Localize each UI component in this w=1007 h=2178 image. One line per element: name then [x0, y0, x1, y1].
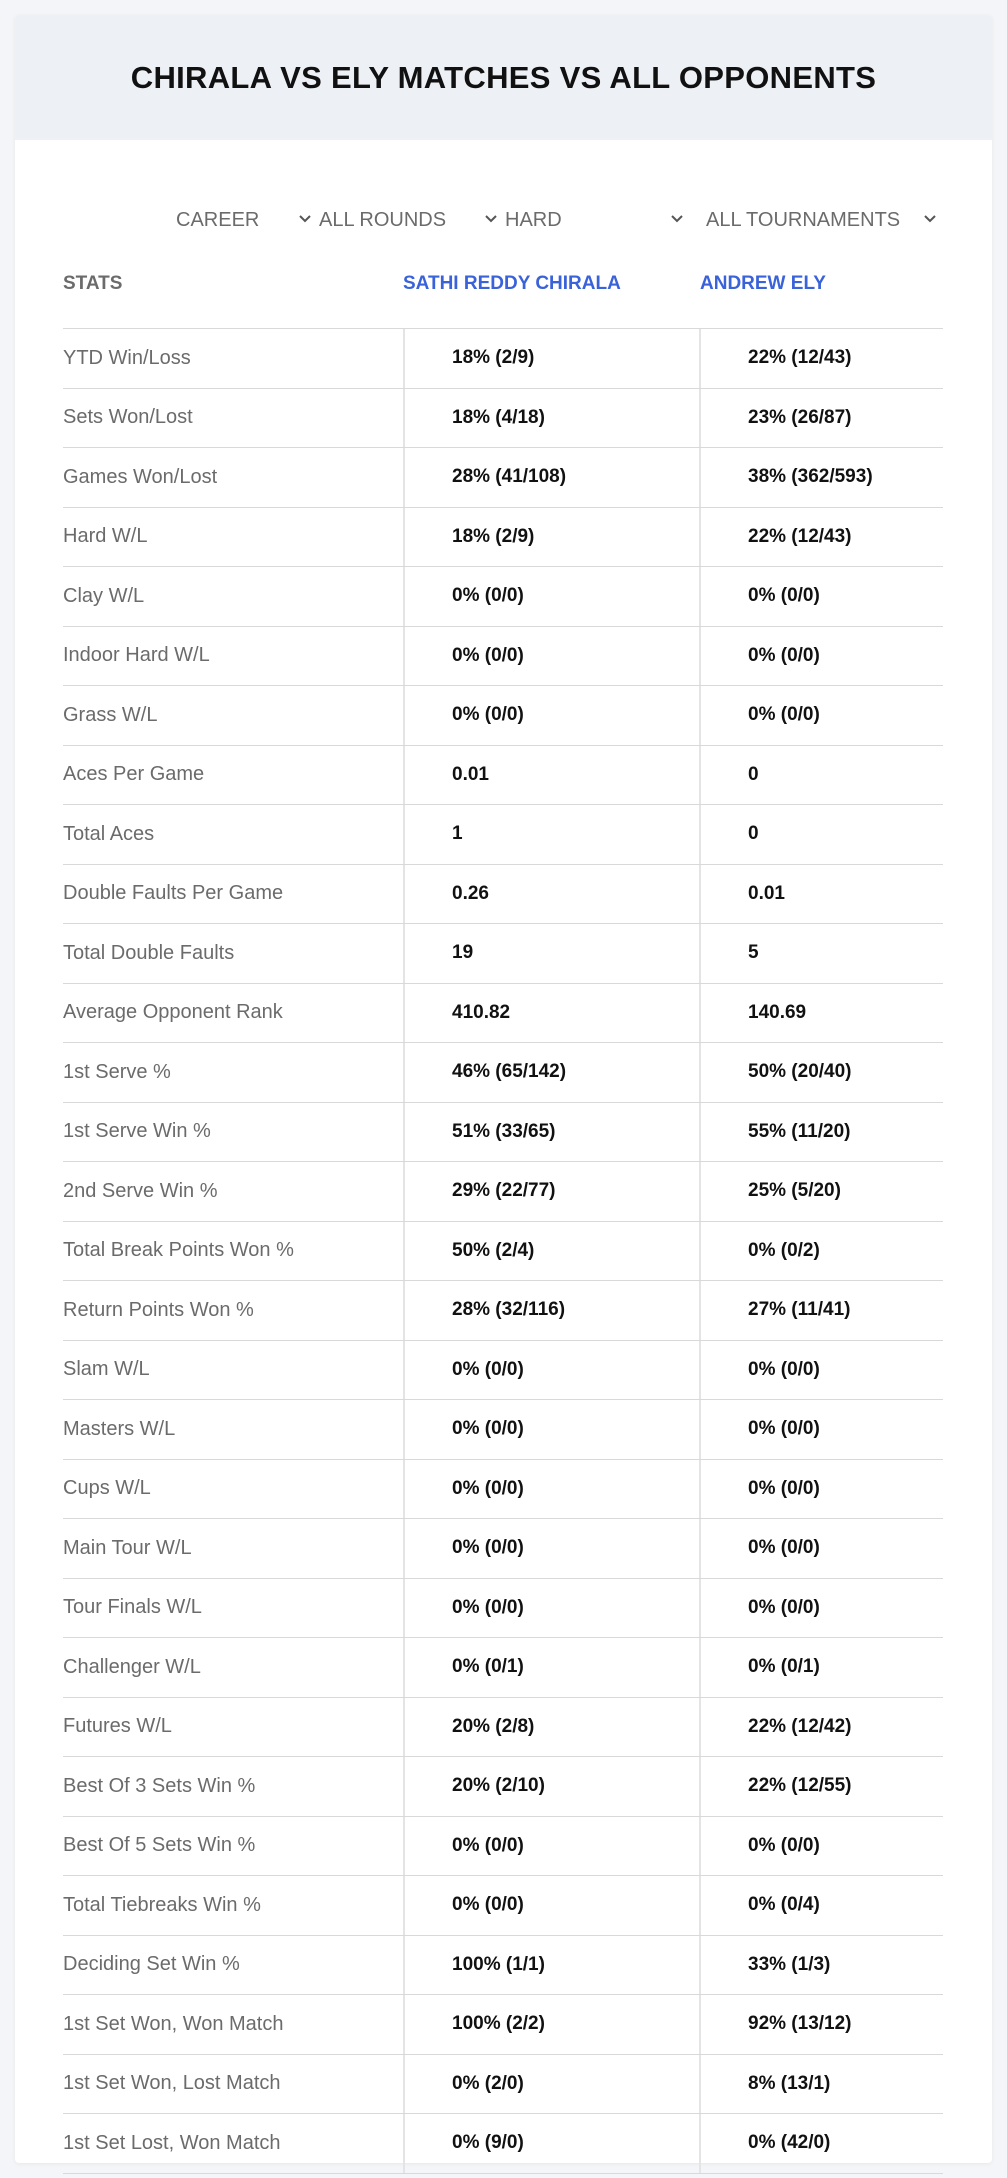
stat-label: 2nd Serve Win % [63, 1179, 218, 1202]
filter-surface-dropdown[interactable] [505, 190, 685, 250]
chevron-down-icon [922, 209, 938, 232]
table-row [63, 567, 943, 627]
stats-table [63, 250, 943, 2174]
table-row [63, 1341, 943, 1401]
stat-label: Grass W/L [63, 703, 158, 726]
player2-value: 0.01 [699, 865, 943, 924]
chevron-down-icon [483, 209, 499, 232]
player2-value: 5 [699, 924, 943, 983]
player2-value: 0% (0/0) [699, 1519, 943, 1578]
table-body [63, 329, 943, 2174]
player2-value: 0% (0/0) [699, 1341, 943, 1400]
player2-value: 0% (42/0) [699, 2114, 943, 2173]
stat-label: Clay W/L [63, 584, 145, 607]
stat-label: Total Aces [63, 822, 155, 845]
player1-value: 0% (0/0) [403, 1519, 699, 1578]
filter-period-label: CAREER [176, 208, 260, 231]
player1-value: 1 [403, 805, 699, 864]
stat-label: Total Break Points Won % [63, 1239, 294, 1262]
stat-label: Best Of 3 Sets Win % [63, 1774, 256, 1797]
player2-link[interactable]: ANDREW ELY [700, 273, 826, 294]
player2-value: 0% (0/0) [699, 1579, 943, 1638]
stat-label: 1st Set Won, Won Match [63, 2012, 284, 2035]
table-row [63, 1281, 943, 1341]
stat-label: Main Tour W/L [63, 1536, 192, 1559]
table-row [63, 805, 943, 865]
stat-label: Hard W/L [63, 525, 148, 548]
player2-value: 22% (12/43) [699, 329, 943, 388]
player1-value: 0% (9/0) [403, 2114, 699, 2173]
stat-label: Return Points Won % [63, 1298, 254, 1321]
table-row [63, 1995, 943, 2055]
player2-value: 50% (20/40) [699, 1043, 943, 1102]
player1-value: 18% (2/9) [403, 508, 699, 567]
player1-value: 0% (0/0) [403, 1460, 699, 1519]
stat-label: Total Double Faults [63, 941, 235, 964]
player1-value: 19 [403, 924, 699, 983]
player1-value: 0% (0/0) [403, 1400, 699, 1459]
player1-value: 20% (2/10) [403, 1757, 699, 1816]
table-row [63, 1162, 943, 1222]
filter-tournaments-label: ALL TOURNAMENTS [706, 208, 901, 231]
table-row [63, 1579, 943, 1639]
player1-value: 0% (0/0) [403, 627, 699, 686]
player2-value: 0% (0/0) [699, 1460, 943, 1519]
stat-label: 1st Serve % [63, 1060, 171, 1083]
player1-value: 0% (0/0) [403, 567, 699, 626]
player1-value: 0% (0/0) [403, 1876, 699, 1935]
stat-label: Indoor Hard W/L [63, 644, 210, 667]
stat-label: Tour Finals W/L [63, 1596, 202, 1619]
player2-value: 0 [699, 805, 943, 864]
player1-value: 0% (0/1) [403, 1638, 699, 1697]
player2-value: 22% (12/43) [699, 508, 943, 567]
player1-value: 100% (1/1) [403, 1936, 699, 1995]
stat-label: Sets Won/Lost [63, 406, 193, 429]
stat-label: 1st Set Lost, Won Match [63, 2131, 281, 2154]
table-row [63, 1519, 943, 1579]
player1-value: 18% (4/18) [403, 389, 699, 448]
table-row [63, 329, 943, 389]
table-row [63, 746, 943, 806]
page-title: CHIRALA VS ELY MATCHES VS ALL OPPONENTS [130, 59, 877, 95]
table-row [63, 924, 943, 984]
player2-value: 8% (13/1) [699, 2055, 943, 2114]
player1-value: 18% (2/9) [403, 329, 699, 388]
player2-value: 0% (0/2) [699, 1222, 943, 1281]
stat-label: Futures W/L [63, 1715, 172, 1738]
player1-link[interactable]: SATHI REDDY CHIRALA [403, 273, 621, 294]
player2-value: 0% (0/0) [699, 627, 943, 686]
table-row [63, 2055, 943, 2115]
player1-value: 0% (2/0) [403, 2055, 699, 2114]
table-row [63, 1936, 943, 1996]
player1-value: 0.01 [403, 746, 699, 805]
player2-value: 140.69 [699, 984, 943, 1043]
player1-value: 51% (33/65) [403, 1103, 699, 1162]
table-row [63, 1043, 943, 1103]
stat-label: Masters W/L [63, 1417, 176, 1440]
table-row [63, 984, 943, 1044]
player1-value: 0% (0/0) [403, 686, 699, 745]
filter-period-dropdown[interactable] [176, 190, 313, 250]
table-row [63, 1460, 943, 1520]
stat-label: Slam W/L [63, 1358, 150, 1381]
table-row [63, 686, 943, 746]
player2-value: 27% (11/41) [699, 1281, 943, 1340]
stat-label: Games Won/Lost [63, 465, 218, 488]
player2-value: 0% (0/4) [699, 1876, 943, 1935]
player2-value: 0% (0/0) [699, 1817, 943, 1876]
stat-label: 1st Serve Win % [63, 1120, 211, 1143]
filter-rounds-label: ALL ROUNDS [319, 208, 447, 231]
card-header [15, 15, 992, 140]
table-row [63, 1222, 943, 1282]
player2-value: 22% (12/42) [699, 1698, 943, 1757]
player2-value: 25% (5/20) [699, 1162, 943, 1221]
table-row [63, 1698, 943, 1758]
table-row [63, 1103, 943, 1163]
player1-value: 0.26 [403, 865, 699, 924]
player1-value: 410.82 [403, 984, 699, 1043]
player2-value: 33% (1/3) [699, 1936, 943, 1995]
table-row [63, 508, 943, 568]
table-row [63, 2114, 943, 2174]
player1-value: 28% (41/108) [403, 448, 699, 507]
table-row [63, 1876, 943, 1936]
player1-value: 50% (2/4) [403, 1222, 699, 1281]
filter-tournaments-dropdown[interactable] [706, 190, 938, 250]
stat-label: Total Tiebreaks Win % [63, 1893, 261, 1916]
player1-value: 20% (2/8) [403, 1698, 699, 1757]
filter-surface-label: HARD [505, 208, 562, 231]
stat-label: Cups W/L [63, 1477, 151, 1500]
player2-value: 38% (362/593) [699, 448, 943, 507]
stats-column-header: STATS [63, 273, 123, 294]
player2-value: 0% (0/0) [699, 1400, 943, 1459]
player1-value: 46% (65/142) [403, 1043, 699, 1102]
player2-value: 23% (26/87) [699, 389, 943, 448]
player2-value: 0% (0/0) [699, 567, 943, 626]
table-row [63, 865, 943, 925]
player1-value: 0% (0/0) [403, 1817, 699, 1876]
player2-value: 92% (13/12) [699, 1995, 943, 2054]
table-row [63, 448, 943, 508]
stat-label: Average Opponent Rank [63, 1001, 283, 1024]
stat-label: YTD Win/Loss [63, 346, 191, 369]
player2-value: 0 [699, 746, 943, 805]
stat-label: Best Of 5 Sets Win % [63, 1834, 256, 1857]
table-row [63, 627, 943, 687]
filter-bar [15, 190, 992, 250]
player1-value: 100% (2/2) [403, 1995, 699, 2054]
stats-card [15, 15, 992, 2163]
stat-label: Deciding Set Win % [63, 1953, 240, 1976]
player2-value: 0% (0/1) [699, 1638, 943, 1697]
stat-label: Challenger W/L [63, 1655, 201, 1678]
stat-label: Aces Per Game [63, 763, 205, 786]
table-row [63, 1757, 943, 1817]
filter-rounds-dropdown[interactable] [319, 190, 499, 250]
table-row [63, 1638, 943, 1698]
table-row [63, 1817, 943, 1877]
stat-label: Double Faults Per Game [63, 882, 284, 905]
player1-value: 0% (0/0) [403, 1341, 699, 1400]
chevron-down-icon [669, 209, 685, 232]
player2-value: 55% (11/20) [699, 1103, 943, 1162]
table-row [63, 1400, 943, 1460]
player1-value: 28% (32/116) [403, 1281, 699, 1340]
table-row [63, 389, 943, 449]
player1-value: 29% (22/77) [403, 1162, 699, 1221]
table-header [63, 250, 943, 329]
player1-value: 0% (0/0) [403, 1579, 699, 1638]
stat-label: 1st Set Won, Lost Match [63, 2072, 281, 2095]
chevron-down-icon [297, 209, 313, 232]
player2-value: 0% (0/0) [699, 686, 943, 745]
player2-value: 22% (12/55) [699, 1757, 943, 1816]
